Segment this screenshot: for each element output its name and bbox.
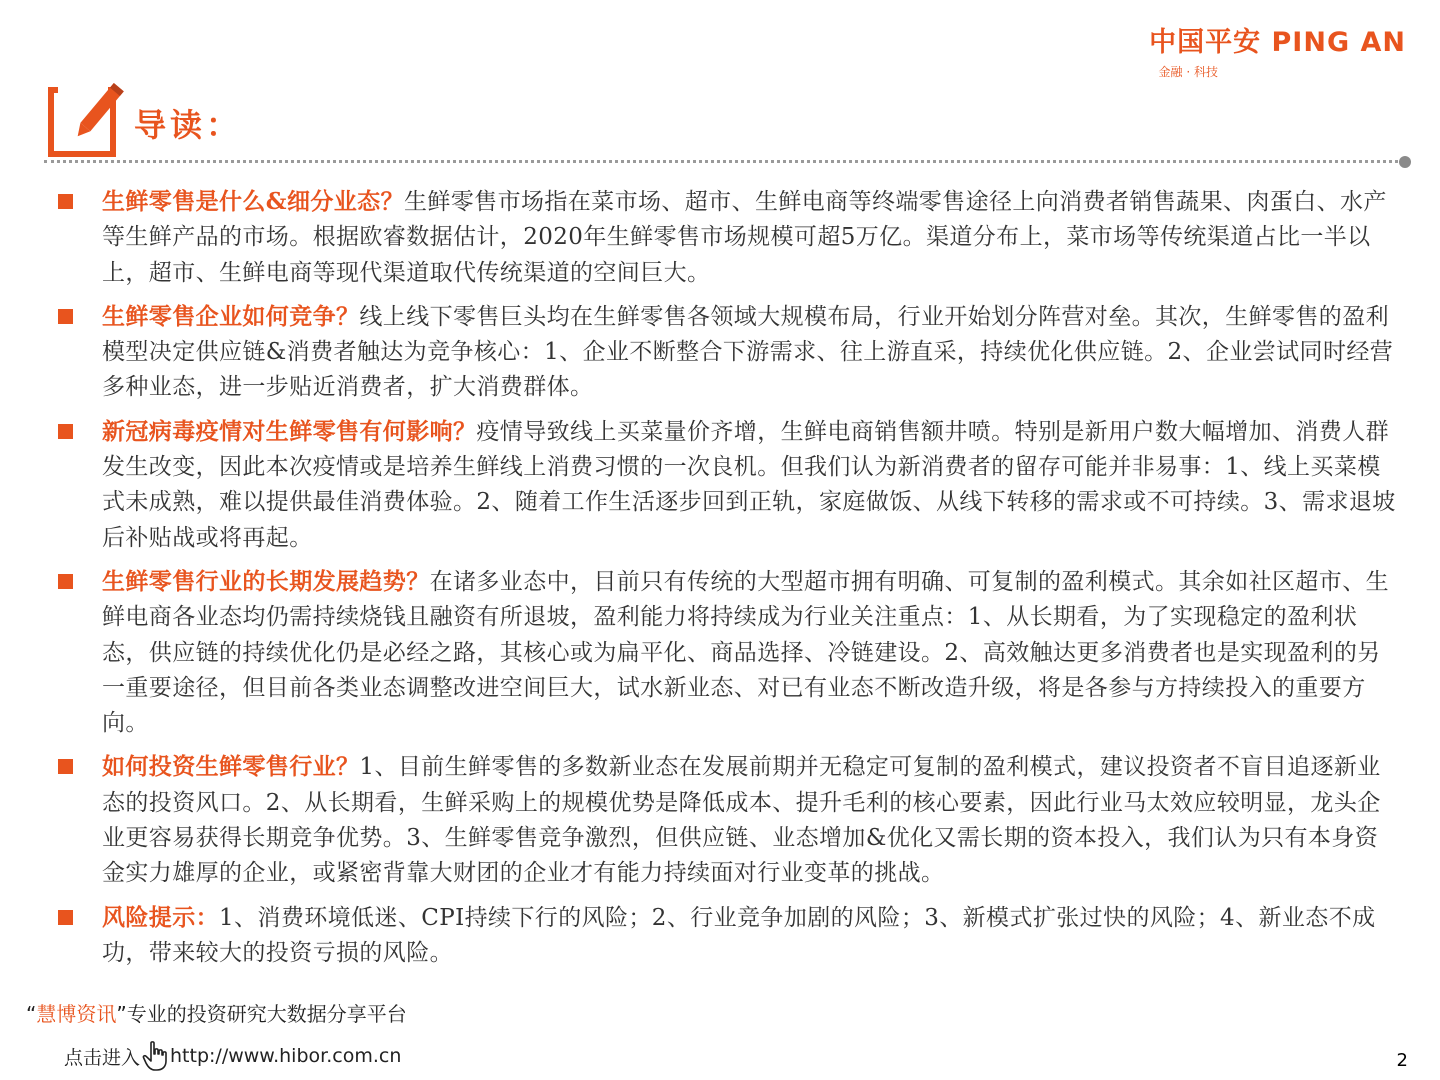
summary-item-text (102, 184, 1397, 291)
pencil-icon (48, 82, 124, 158)
summary-item-definition (52, 184, 1397, 291)
page-number: 2 (1396, 1050, 1408, 1071)
square-bullet-icon (58, 424, 73, 439)
summary-item-long-term-trend (52, 564, 1397, 741)
summary-item-body: 1、目前生鲜零售的多数新业态在发展前期并无稳定可复制的盈利模式，建议投资者不盲目追逐新业态的投资风口。2、从长期看，生鲜采购上的规模优势是降低成本、提升毛利的核心要素，因此行业马太效应较明显，龙头企业更容易获得长期竞争优势。3、生鲜零售竞争激烈，但供应链、业态增加&优化又需长期的资本投入，我们认为只有本身资金实力雄厚的企业，或紧密背靠大财团的企业才有能力持续面对行业变革的挑战。 (102, 754, 1381, 887)
summary-item-title: 生鲜零售是什么&细分业态？ (102, 188, 404, 215)
square-bullet-icon (58, 574, 73, 589)
quote-open: “ (26, 1002, 37, 1026)
summary-item-body: 1、消费环境低迷、CPI持续下行的风险；2、行业竞争加剧的风险；3、新模式扩张过快的风险；4、新业态不成功，带来较大的投资亏损的风险。 (102, 904, 1376, 966)
summary-item-title: 生鲜零售行业的长期发展趋势？ (102, 567, 430, 595)
site-url[interactable]: http://www.hibor.com.cn (170, 1045, 402, 1067)
summary-item-title: 如何投资生鲜零售行业？ (102, 753, 360, 781)
quote-close: ” (116, 1002, 127, 1026)
brand-name: 慧博资讯 (36, 1002, 117, 1026)
hand-pointer-icon (142, 1040, 168, 1072)
square-bullet-icon (58, 309, 73, 324)
summary-item-title: 生鲜零售企业如何竞争？ (102, 302, 360, 330)
divider-end-dot (1399, 156, 1411, 168)
summary-item-investment (52, 749, 1397, 891)
footer-link[interactable] (64, 1040, 401, 1072)
summary-item-text (102, 900, 1397, 972)
logo-wordmark: 中国平安 PING AN (1149, 27, 1406, 58)
summary-item-text (102, 414, 1397, 556)
footer-promo (26, 998, 407, 1027)
footer-slogan: 专业的投资研究大数据分享平台 (126, 1002, 407, 1026)
summary-item-text (102, 564, 1397, 741)
summary-item-text (102, 749, 1397, 891)
pingan-logo (1149, 20, 1406, 80)
summary-item-title: 新冠病毒疫情对生鲜零售有何影响？ (102, 417, 477, 445)
summary-item-risk (52, 900, 1397, 972)
title-divider (44, 160, 1404, 163)
square-bullet-icon (58, 759, 73, 774)
summary-item-body: 线上线下零售巨头均在生鲜零售各领域大规模布局，行业开始划分阵营对垒。其次，生鲜零售的盈利模型决定供应链&消费者触达为竞争核心：1、企业不断整合下游需求、往上游直采，持续优化供应链。2、企业尝试同时经营多种业态，进一步贴近消费者，扩大消费群体。 (102, 303, 1394, 401)
logo-tagline: 金融 · 科技 (1158, 65, 1218, 79)
summary-item-competition (52, 299, 1397, 406)
summary-item-title: 风险提示： (102, 903, 219, 931)
summary-item-text (102, 299, 1397, 406)
click-label: 点击进入 (64, 1046, 141, 1069)
summary-list (52, 184, 1397, 979)
square-bullet-icon (58, 910, 73, 925)
summary-item-covid-impact (52, 414, 1397, 556)
summary-item-body: 疫情导致线上买菜量价齐增，生鲜电商销售额井喷。特别是新用户数大幅增加、消费人群发生改变，因此本次疫情或是培养生鲜线上消费习惯的一次良机。但我们认为新消费者的留存可能并非易事：1、线上买菜模式未成熟，难以提供最佳消费体验。2、随着工作生活逐步回到正轨，家庭做饭、从线下转移的需求或不可持续。3、需求退坡后补贴战或将再起。 (102, 418, 1396, 551)
summary-item-body: 在诸多业态中，目前只有传统的大型超市拥有明确、可复制的盈利模式。其余如社区超市、生鲜电商各业态均仍需持续烧钱且融资有所退坡，盈利能力将持续成为行业关注重点：1、从长期看，为了实现稳定的盈利状态，供应链的持续优化仍是必经之路，其核心或为扁平化、商品选择、冷链建设。2、高效触达更多消费者也是实现盈利的另一重要途径，但目前各类业态调整改进空间巨大，试水新业态、对已有业态不断改造升级，将是各参与方持续投入的重要方向。 (102, 568, 1390, 737)
summary-item-body: 生鲜零售市场指在菜市场、超市、生鲜电商等终端零售途径上向消费者销售蔬果、肉蛋白、水产等生鲜产品的市场。根据欧睿数据估计，2020年生鲜零售市场规模可超5万亿。渠道分布上，菜市场等传统渠道占比一半以上，超市、生鲜电商等现代渠道取代传统渠道的空间巨大。 (102, 189, 1387, 286)
square-bullet-icon (58, 194, 73, 209)
page-title: 导读： (134, 106, 243, 144)
